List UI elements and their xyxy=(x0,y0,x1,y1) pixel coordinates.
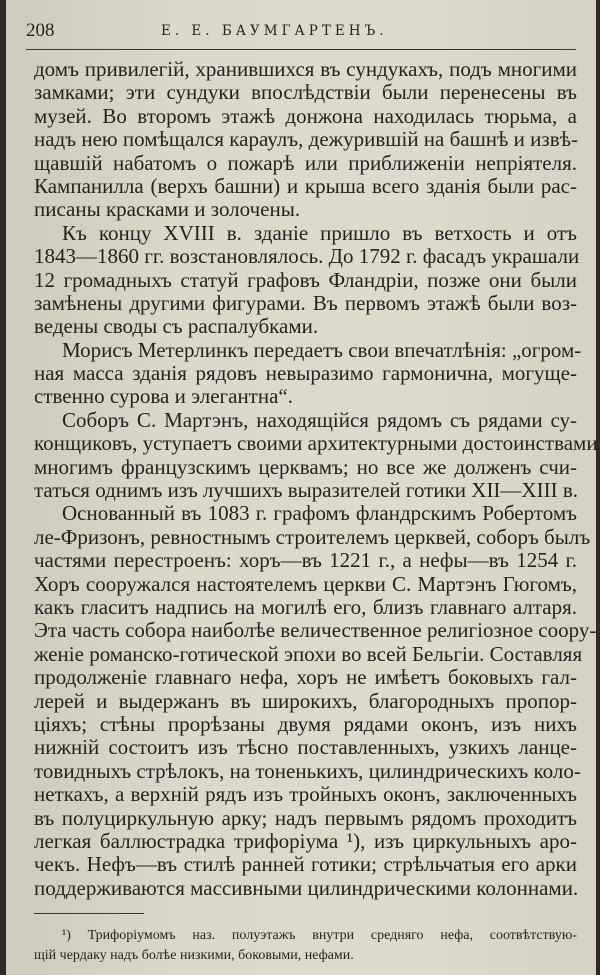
text-line: таться однимъ изъ лучшихъ выразителей готики XII—XIII в. xyxy=(34,478,578,503)
footnote-rule xyxy=(34,913,144,914)
text-line: многимъ французскимъ церквамъ; но все же долженъ счи- xyxy=(34,454,577,479)
text-line: ціяхъ; стѣны прорѣзаны двумя рядами оконъ, изъ нихъ xyxy=(34,711,577,736)
text-line: женіе романско-готической эпохи во всей Бельгіи. Составляя xyxy=(34,641,583,666)
text-line: Основанный въ 1083 г. графомъ фландрскимъ Робертомъ xyxy=(62,501,577,526)
text-line: ведены своды съ распалубками. xyxy=(34,314,319,339)
text-line: чекъ. Нефъ—въ стилѣ ранней готики; стрѣльчатыя его арки xyxy=(34,852,577,877)
page-number: 208 xyxy=(26,20,55,41)
book-page xyxy=(6,0,596,975)
text-line: Эта часть собора наиболѣе величественное религіозное соору- xyxy=(34,618,597,643)
text-line: легкая баллюстрадка трифоріума ¹), изъ циркульныхъ аро- xyxy=(34,828,577,853)
header-rule xyxy=(26,49,576,50)
footnote-line: щій чердаку надъ болѣе низкими, боковыми, нефами. xyxy=(34,948,354,963)
text-line: Соборъ С. Мартэнъ, находящійся рядомъ съ рядами су- xyxy=(62,407,577,432)
page-header xyxy=(26,18,576,48)
text-line: домъ привилегій, хранившихся въ сундукахъ, подъ многими xyxy=(34,57,577,81)
running-head: Е. Е. БАУМГАРТЕНЪ. xyxy=(161,23,388,39)
text-line: какъ гласитъ надпись на могилѣ его, близъ главнаго алтаря. xyxy=(34,594,577,619)
text-line: музей. Во второмъ этажѣ донжона находилась тюрьма, а xyxy=(34,103,577,128)
text-line: частями перестроенъ: хоръ—въ 1221 г., а нефы—въ 1254 г. xyxy=(34,548,577,573)
text-line: замѣнены другими фигурами. Въ первомъ этажѣ были воз- xyxy=(34,290,577,315)
text-line: неткахъ, а верхній рядъ изъ тройныхъ оконъ, заключенныхъ xyxy=(34,782,577,807)
text-line: Къ концу XVIII в. зданіе пришло въ ветхость и отъ xyxy=(62,220,577,245)
text-line: ственно сурова и элегантна“. xyxy=(34,384,293,409)
text-line: конщиковъ, уступаетъ своими архитектурными достоинствами xyxy=(34,431,598,456)
text-line: въ полуциркульную арку; надъ первымъ рядомъ проходитъ xyxy=(34,805,577,830)
text-line: Кампанилла (верхъ башни) и крыша всего зданія были рас- xyxy=(34,173,577,198)
text-line: замками; эти сундуки впослѣдствіи были перенесены въ xyxy=(34,80,577,105)
text-line: щавшій набатомъ о пожарѣ или приближеніи непріятеля. xyxy=(34,150,577,175)
text-line: 1843—1860 гг. возстановлялось. До 1792 г. фасадъ украшали xyxy=(34,244,580,269)
text-line: нижній состоитъ изъ тѣсно поставленныхъ, узкихъ ланце- xyxy=(34,735,577,760)
text-line: продолженіе главнаго нефа, хоръ не имѣетъ боковыхъ гал- xyxy=(34,665,577,690)
text-line: поддерживаются массивными цилиндрическими колоннами. xyxy=(34,875,579,900)
text-line: писаны красками и золочены. xyxy=(34,197,301,222)
text-line: ле-Фризонъ, ревностнымъ строителемъ церквей, соборъ былъ xyxy=(34,524,591,549)
footnote-line: ¹) Трифоріумомъ наз. полуэтажъ внутри средняго нефа, соотвѣтствую- xyxy=(62,928,577,943)
text-line: ная масса зданія рядовъ невыразимо гармонична, могуще- xyxy=(34,361,577,386)
footnote xyxy=(34,926,577,966)
text-line: Хоръ сооружался настоятелемъ церкви С. Мартэнъ Гюгомъ, xyxy=(34,571,577,596)
text-line: товидныхъ стрѣлокъ, на тоненькихъ, цилиндрическихъ коло- xyxy=(34,758,581,783)
text-line: Морисъ Метерлинкъ передаетъ свои впечатлѣнія: „огром- xyxy=(62,337,582,362)
text-line: лерей и выдержанъ въ широкихъ, благородныхъ пропор- xyxy=(34,688,577,713)
body-text xyxy=(34,57,598,900)
text-line: 12 громадныхъ статуй графовъ Фландріи, позже они были xyxy=(34,267,577,292)
text-line: надъ нею помѣщался караулъ, дежурившій на башнѣ и извѣ- xyxy=(34,127,579,152)
